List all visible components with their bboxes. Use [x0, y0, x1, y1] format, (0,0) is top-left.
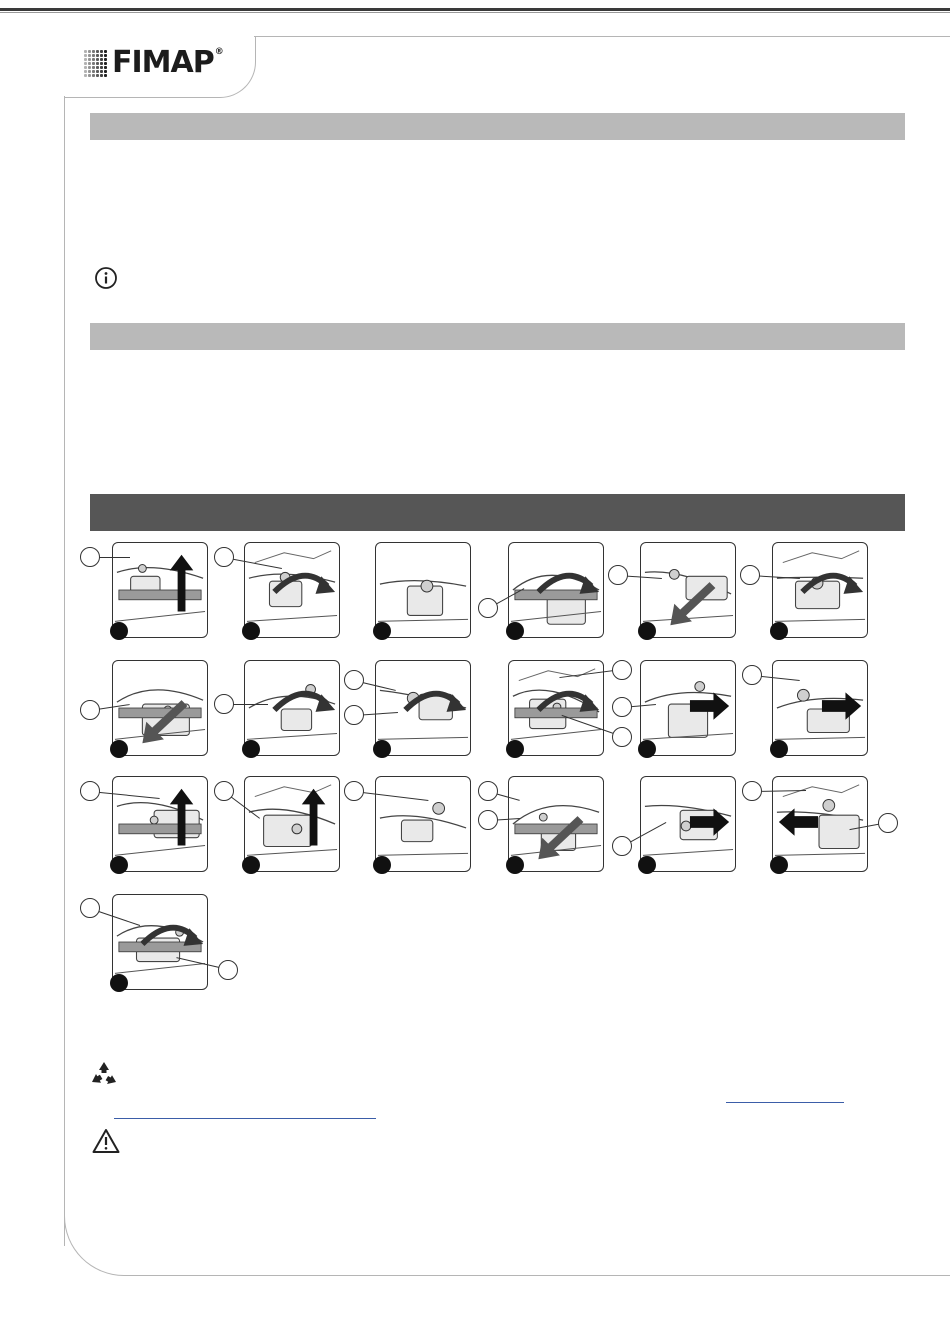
- logo-dot: [96, 70, 99, 73]
- logo-dot: [88, 54, 91, 57]
- callout-marker: [742, 665, 762, 685]
- step-marker: [110, 974, 128, 992]
- callout-marker: [612, 660, 632, 680]
- illustration: [509, 777, 603, 871]
- step-marker: [506, 740, 524, 758]
- illustration: [509, 543, 603, 637]
- logo-dot: [92, 74, 95, 77]
- logo-dot: [88, 58, 91, 61]
- step-marker: [770, 622, 788, 640]
- callout-marker: [478, 810, 498, 830]
- logo-dot: [104, 74, 107, 77]
- callout-marker: [80, 781, 100, 801]
- illustration: [641, 661, 735, 755]
- illustration: [245, 777, 339, 871]
- illustration: [113, 895, 207, 989]
- callout-marker: [80, 700, 100, 720]
- figure-panel: [112, 776, 208, 872]
- callout-marker: [742, 781, 762, 801]
- logo-dot: [92, 50, 95, 53]
- callout-marker: [608, 565, 628, 585]
- logo-dot: [100, 62, 103, 65]
- logo-dot: [100, 66, 103, 69]
- step-marker: [770, 856, 788, 874]
- callout-marker: [214, 694, 234, 714]
- header-rule: [0, 8, 950, 11]
- callout-marker: [612, 836, 632, 856]
- header-rule-thin: [0, 12, 950, 13]
- logo-dot: [104, 66, 107, 69]
- step-marker: [242, 856, 260, 874]
- logo-dot: [84, 66, 87, 69]
- figure-panel: [244, 776, 340, 872]
- callout-marker: [612, 697, 632, 717]
- illustration: [376, 777, 470, 871]
- logo-dot: [92, 70, 95, 73]
- illustration: [773, 543, 867, 637]
- section-header-figures: [90, 494, 905, 531]
- logo-wordmark: FIMAP®: [112, 45, 223, 80]
- step-marker: [242, 622, 260, 640]
- step-marker: [770, 740, 788, 758]
- logo-dot: [100, 58, 103, 61]
- step-marker: [638, 856, 656, 874]
- logo-dot: [84, 54, 87, 57]
- callout-marker: [80, 898, 100, 918]
- illustration: [113, 777, 207, 871]
- logo-dot: [104, 58, 107, 61]
- logo-dot: [104, 50, 107, 53]
- callout-marker: [218, 960, 238, 980]
- callout-marker: [478, 598, 498, 618]
- callout-marker: [740, 565, 760, 585]
- figure-panel: [772, 660, 868, 756]
- illustration: [376, 661, 470, 755]
- logo-dot: [88, 66, 91, 69]
- step-marker: [506, 622, 524, 640]
- step-marker: [242, 740, 260, 758]
- illustration: [773, 661, 867, 755]
- step-marker: [373, 740, 391, 758]
- info-icon: [94, 266, 118, 290]
- illustration: [245, 661, 339, 755]
- step-marker: [373, 622, 391, 640]
- figure-panel: [508, 660, 604, 756]
- illustration: [245, 543, 339, 637]
- figure-panel: [508, 776, 604, 872]
- page-frame-bottom: [140, 1275, 950, 1276]
- callout-marker: [878, 813, 898, 833]
- logo-dot: [88, 50, 91, 53]
- link-underline[interactable]: [114, 1118, 376, 1119]
- logo-dot: [84, 74, 87, 77]
- logo-dot: [96, 74, 99, 77]
- figure-panel: [375, 660, 471, 756]
- figure-panel: [640, 660, 736, 756]
- logo-dot: [104, 54, 107, 57]
- logo-dot: [84, 50, 87, 53]
- logo-dot: [84, 70, 87, 73]
- step-marker: [373, 856, 391, 874]
- logo-dot: [92, 66, 95, 69]
- figure-panel: [640, 542, 736, 638]
- figure-panel: [244, 660, 340, 756]
- logo-dot: [96, 50, 99, 53]
- step-marker: [110, 622, 128, 640]
- figure-panel: [772, 542, 868, 638]
- callout-marker: [478, 781, 498, 801]
- fimap-logo: [84, 46, 223, 80]
- logo-dot: [96, 66, 99, 69]
- figure-panel: [375, 776, 471, 872]
- callout-marker: [344, 781, 364, 801]
- logo-dot: [88, 70, 91, 73]
- logo-dot: [96, 58, 99, 61]
- logo-dot: [88, 62, 91, 65]
- illustration: [376, 543, 470, 637]
- logo-dot: [100, 70, 103, 73]
- callout-marker: [344, 705, 364, 725]
- logo-dot: [92, 62, 95, 65]
- logo-dot: [100, 54, 103, 57]
- logo-dot: [96, 62, 99, 65]
- step-marker: [110, 856, 128, 874]
- figure-panel: [640, 776, 736, 872]
- callout-marker: [214, 781, 234, 801]
- logo-dot: [92, 58, 95, 61]
- logo-dot: [104, 62, 107, 65]
- warning-icon: [92, 1128, 120, 1154]
- recycle-icon: [90, 1060, 118, 1088]
- logo-dot: [92, 54, 95, 57]
- logo-dot: [100, 50, 103, 53]
- step-marker: [638, 740, 656, 758]
- illustration: [641, 777, 735, 871]
- logo-dot: [96, 54, 99, 57]
- section-header-2: [90, 323, 905, 350]
- logo-dot: [104, 70, 107, 73]
- callout-marker: [80, 547, 100, 567]
- step-marker: [638, 622, 656, 640]
- step-marker: [506, 856, 524, 874]
- logo-dot: [84, 58, 87, 61]
- illustration: [509, 661, 603, 755]
- figure-panel: [375, 542, 471, 638]
- section-header-1: [90, 113, 905, 140]
- callout-marker: [344, 670, 364, 690]
- logo-dot: [84, 62, 87, 65]
- figure-panel: [244, 542, 340, 638]
- page-frame-corner: [64, 1196, 144, 1276]
- callout-marker: [214, 547, 234, 567]
- figure-panel: [112, 894, 208, 990]
- callout-marker: [612, 727, 632, 747]
- step-marker: [110, 740, 128, 758]
- logo-dot: [88, 74, 91, 77]
- illustration: [113, 661, 207, 755]
- link-underline[interactable]: [726, 1102, 844, 1103]
- figure-panel: [112, 660, 208, 756]
- logo-dots-icon: [84, 50, 108, 76]
- page-frame-top: [254, 36, 950, 37]
- logo-dot: [100, 74, 103, 77]
- page-frame-left: [64, 96, 65, 1246]
- illustration: [641, 543, 735, 637]
